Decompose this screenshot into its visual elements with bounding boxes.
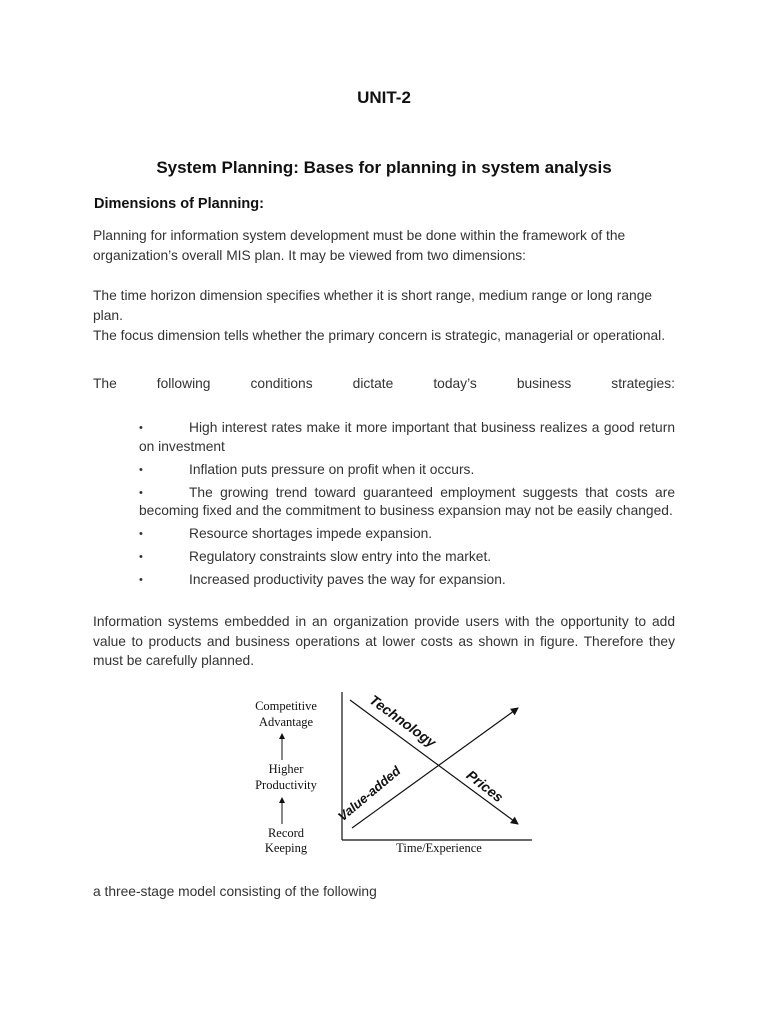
list-item: • High interest rates make it more important that business realizes a good return on investment — [139, 420, 675, 454]
conditions-word: following — [156, 376, 211, 391]
list-item: • The growing trend toward guaranteed employment suggests that costs are becoming fixed and the commitment to business expansion may not be easily changed. — [139, 484, 675, 518]
prices-label: Prices — [463, 766, 507, 806]
conditions-word: The — [93, 376, 117, 391]
stage-bottom-line2: Keeping — [264, 841, 308, 855]
stage-mid-line2: Productivity — [255, 778, 317, 792]
conditions-line — [93, 376, 675, 391]
value-added-label: Value-added — [334, 763, 404, 824]
bullet-icon: • — [139, 486, 143, 499]
x-axis-label: Time/Experience — [396, 841, 482, 855]
stage-top-line1: Competitive — [255, 699, 317, 713]
value-added-line — [352, 708, 518, 828]
intro-paragraph: Planning for information system development must be done within the framework of the organization’s overall MIS plan. It may be viewed from two dimensions: — [93, 228, 626, 263]
conditions-word: today’s — [433, 376, 477, 391]
unit-heading: UNIT-2 — [357, 88, 411, 107]
list-item: • Regulatory constraints slow entry into the market. — [139, 548, 675, 567]
conditions-list — [139, 419, 675, 594]
list-item: • Resource shortages impede expansion. — [139, 525, 675, 544]
conditions-word: strategies: — [611, 376, 675, 391]
focus-paragraph: The focus dimension tells whether the primary concern is strategic, managerial or operational. — [93, 328, 666, 343]
three-stage-model-figure — [240, 688, 540, 858]
list-item: • Inflation puts pressure on profit when it occurs. — [139, 461, 675, 480]
stage-top-line2: Advantage — [258, 715, 314, 729]
technology-label: Technology — [366, 691, 440, 751]
conditions-word: business — [516, 376, 572, 391]
time-horizon-paragraph: The time horizon dimension specifies whether it is short range, medium range or long range plan. — [93, 288, 653, 323]
conditions-word: dictate — [352, 376, 394, 391]
page-title: System Planning: Bases for planning in system analysis — [156, 158, 612, 177]
section-heading: Dimensions of Planning: — [94, 196, 264, 212]
technology-prices-line — [350, 700, 518, 824]
conditions-word: conditions — [250, 376, 313, 391]
bullet-icon: • — [139, 574, 143, 586]
info-systems-paragraph: Information systems embedded in an organization provide users with the opportunity to add value to products and business operations at lower costs as shown in figure. Therefore they must be carefully planned. — [93, 614, 675, 668]
stage-mid-line1: Higher — [268, 762, 304, 776]
bullet-icon: • — [139, 422, 143, 434]
list-item: • Increased productivity paves the way for expansion. — [139, 571, 675, 590]
bullet-icon: • — [139, 463, 143, 476]
bullet-icon: • — [139, 551, 143, 563]
bullet-icon: • — [139, 528, 143, 540]
figure-caption: a three-stage model consisting of the following — [93, 884, 377, 899]
stage-bottom-line1: Record — [267, 826, 305, 840]
